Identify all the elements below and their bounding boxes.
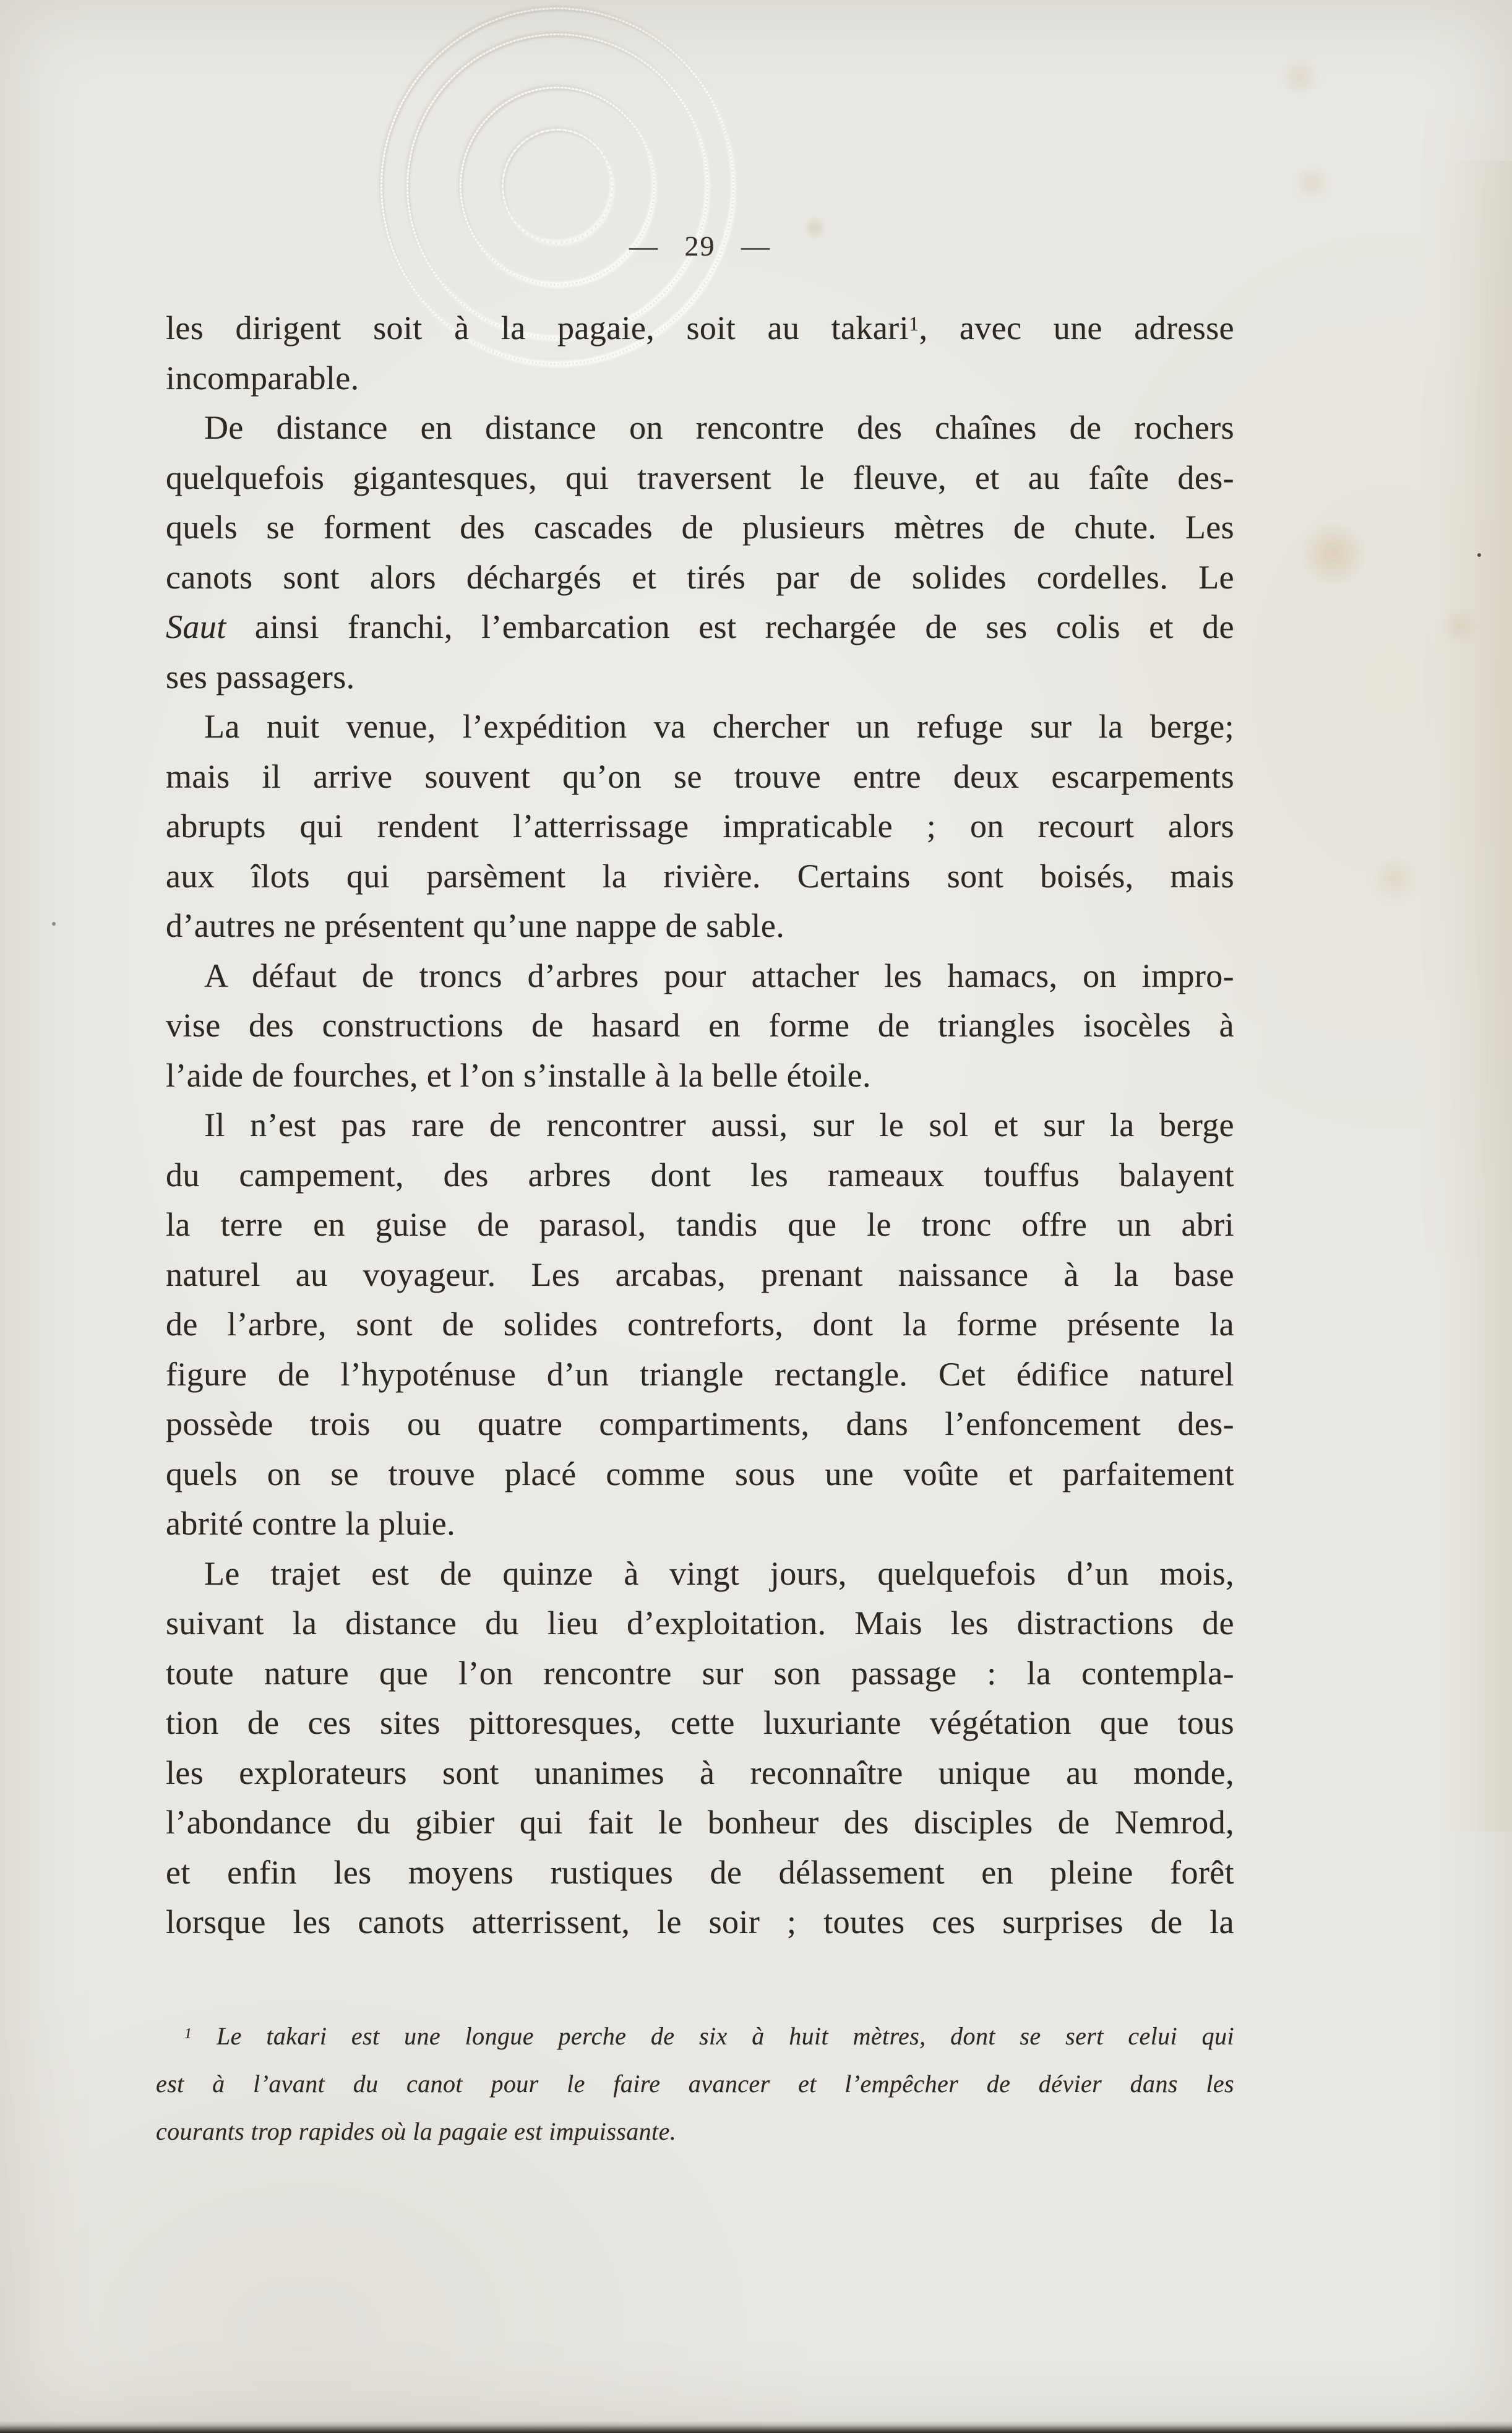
text-line: quelquefois gigantesques, qui traversent le fleuve, et au faîte des- [166, 459, 1234, 496]
text-line: d’autres ne présentent qu’une nappe de sable. [166, 907, 785, 944]
text-line: Il n’est pas rare de rencontrer aussi, sur le sol et sur la berge [204, 1106, 1234, 1143]
text-line: est à l’avant du canot pour le faire avancer et l’empêcher de dévier dans les [156, 2070, 1234, 2098]
text-line: courants trop rapides où la pagaie est impuissante. [156, 2117, 677, 2145]
text-line: abrité contre la pluie. [166, 1505, 455, 1542]
body-text [166, 303, 1234, 1947]
text-line: Le trajet est de quinze à vingt jours, quelquefois d’un mois, [204, 1554, 1234, 1592]
text-line: l’abondance du gibier qui fait le bonheur des disciples de Nemrod, [166, 1804, 1234, 1841]
paper-speck [1477, 553, 1481, 557]
page-number: — 29 — [629, 230, 771, 262]
paper-speck [52, 922, 56, 926]
text-line: vise des constructions de hasard en forme de triangles isocèles à [166, 1007, 1234, 1044]
stamp-core-ring [502, 129, 613, 244]
text-line: A défaut de troncs d’arbres pour attacher les hamacs, on impro- [204, 957, 1234, 994]
paragraph [166, 702, 1234, 951]
text-line: tion de ces sites pittoresques, cette luxuriante végétation que tous [166, 1704, 1234, 1741]
text-line: figure de l’hypoténuse d’un triangle rectangle. Cet édifice naturel [166, 1355, 1234, 1393]
text-line: suivant la distance du lieu d’exploitation. Mais les distractions de [166, 1604, 1234, 1642]
text-line: lorsque les canots atterrissent, le soir ; toutes ces surprises de la [166, 1903, 1234, 1940]
text-line: abrupts qui rendent l’atterrissage impraticable ; on recourt alors [166, 807, 1234, 845]
scan-bottom-edge [0, 2421, 1512, 2433]
paragraph [166, 403, 1234, 702]
foxing-stain [1441, 609, 1479, 644]
text-segment: les dirigent soit à la pagaie, soit au takari [166, 309, 909, 347]
text-line: mais il arrive souvent qu’on se trouve entre deux escarpements [166, 757, 1234, 795]
text-line: La nuit venue, l’expédition va chercher un refuge sur la berge; [204, 708, 1234, 745]
text-line: la terre en guise de parasol, tandis que le tronc offre un abri [166, 1206, 1234, 1243]
foxing-stain [1278, 59, 1321, 96]
text-line: De distance en distance on rencontre des chaînes de rochers [204, 409, 1234, 446]
text-line: quels on se trouve placé comme sous une voûte et parfaitement [166, 1455, 1234, 1492]
paragraph [166, 1100, 1234, 1549]
text-line: canots sont alors déchargés et tirés par de solides cordelles. Le [166, 558, 1234, 596]
text-line [166, 303, 1234, 353]
text-line: l’aide de fourches, et l’on s’installe à la belle étoile. [166, 1056, 871, 1094]
text-segment: , avec une adresse [919, 309, 1234, 347]
text-line: toute nature que l’on rencontre sur son passage : la contempla- [166, 1654, 1234, 1692]
text-line: ses passagers. [166, 658, 355, 695]
text-line [156, 2012, 1234, 2060]
text-line: quels se forment des cascades de plusieurs mètres de chute. Les [166, 509, 1234, 546]
footnote-marker: 1 [184, 2025, 192, 2042]
foxing-stain [1293, 167, 1330, 198]
paragraph [166, 951, 1234, 1101]
edge-discoloration [1438, 161, 1512, 1832]
text-line: et enfin les moyens rustiques de délassement en pleine forêt [166, 1853, 1234, 1891]
text-segment: ainsi franchi, l’embarcation est rechargée de ses colis et de [226, 608, 1234, 645]
text-line: du campement, des arbres dont les rameaux touffus balayent [166, 1156, 1234, 1194]
paragraph [166, 1549, 1234, 1947]
text-line: possède trois ou quatre compartiments, dans l’enfoncement des- [166, 1405, 1234, 1442]
text-segment: Le takari est une longue perche de six à huit mètres, dont se sert celui qui [192, 2022, 1234, 2050]
foxing-stain [1296, 523, 1370, 585]
text-line [166, 602, 1234, 652]
italic-term: Saut [166, 608, 226, 645]
footnote-marker: 1 [908, 313, 919, 336]
text-line: incomparable. [166, 359, 359, 397]
text-line: naturel au voyageur. Les arcabas, prenant naissance à la base [166, 1255, 1234, 1293]
foxing-stain [1370, 857, 1420, 900]
text-line: de l’arbre, sont de solides contreforts, dont la forme présente la [166, 1306, 1234, 1343]
paragraph [166, 303, 1234, 403]
text-line: aux îlots qui parsèment la rivière. Certains sont boisés, mais [166, 857, 1234, 895]
footnote [156, 2012, 1234, 2155]
text-line: les explorateurs sont unanimes à reconnaître unique au monde, [166, 1754, 1234, 1791]
